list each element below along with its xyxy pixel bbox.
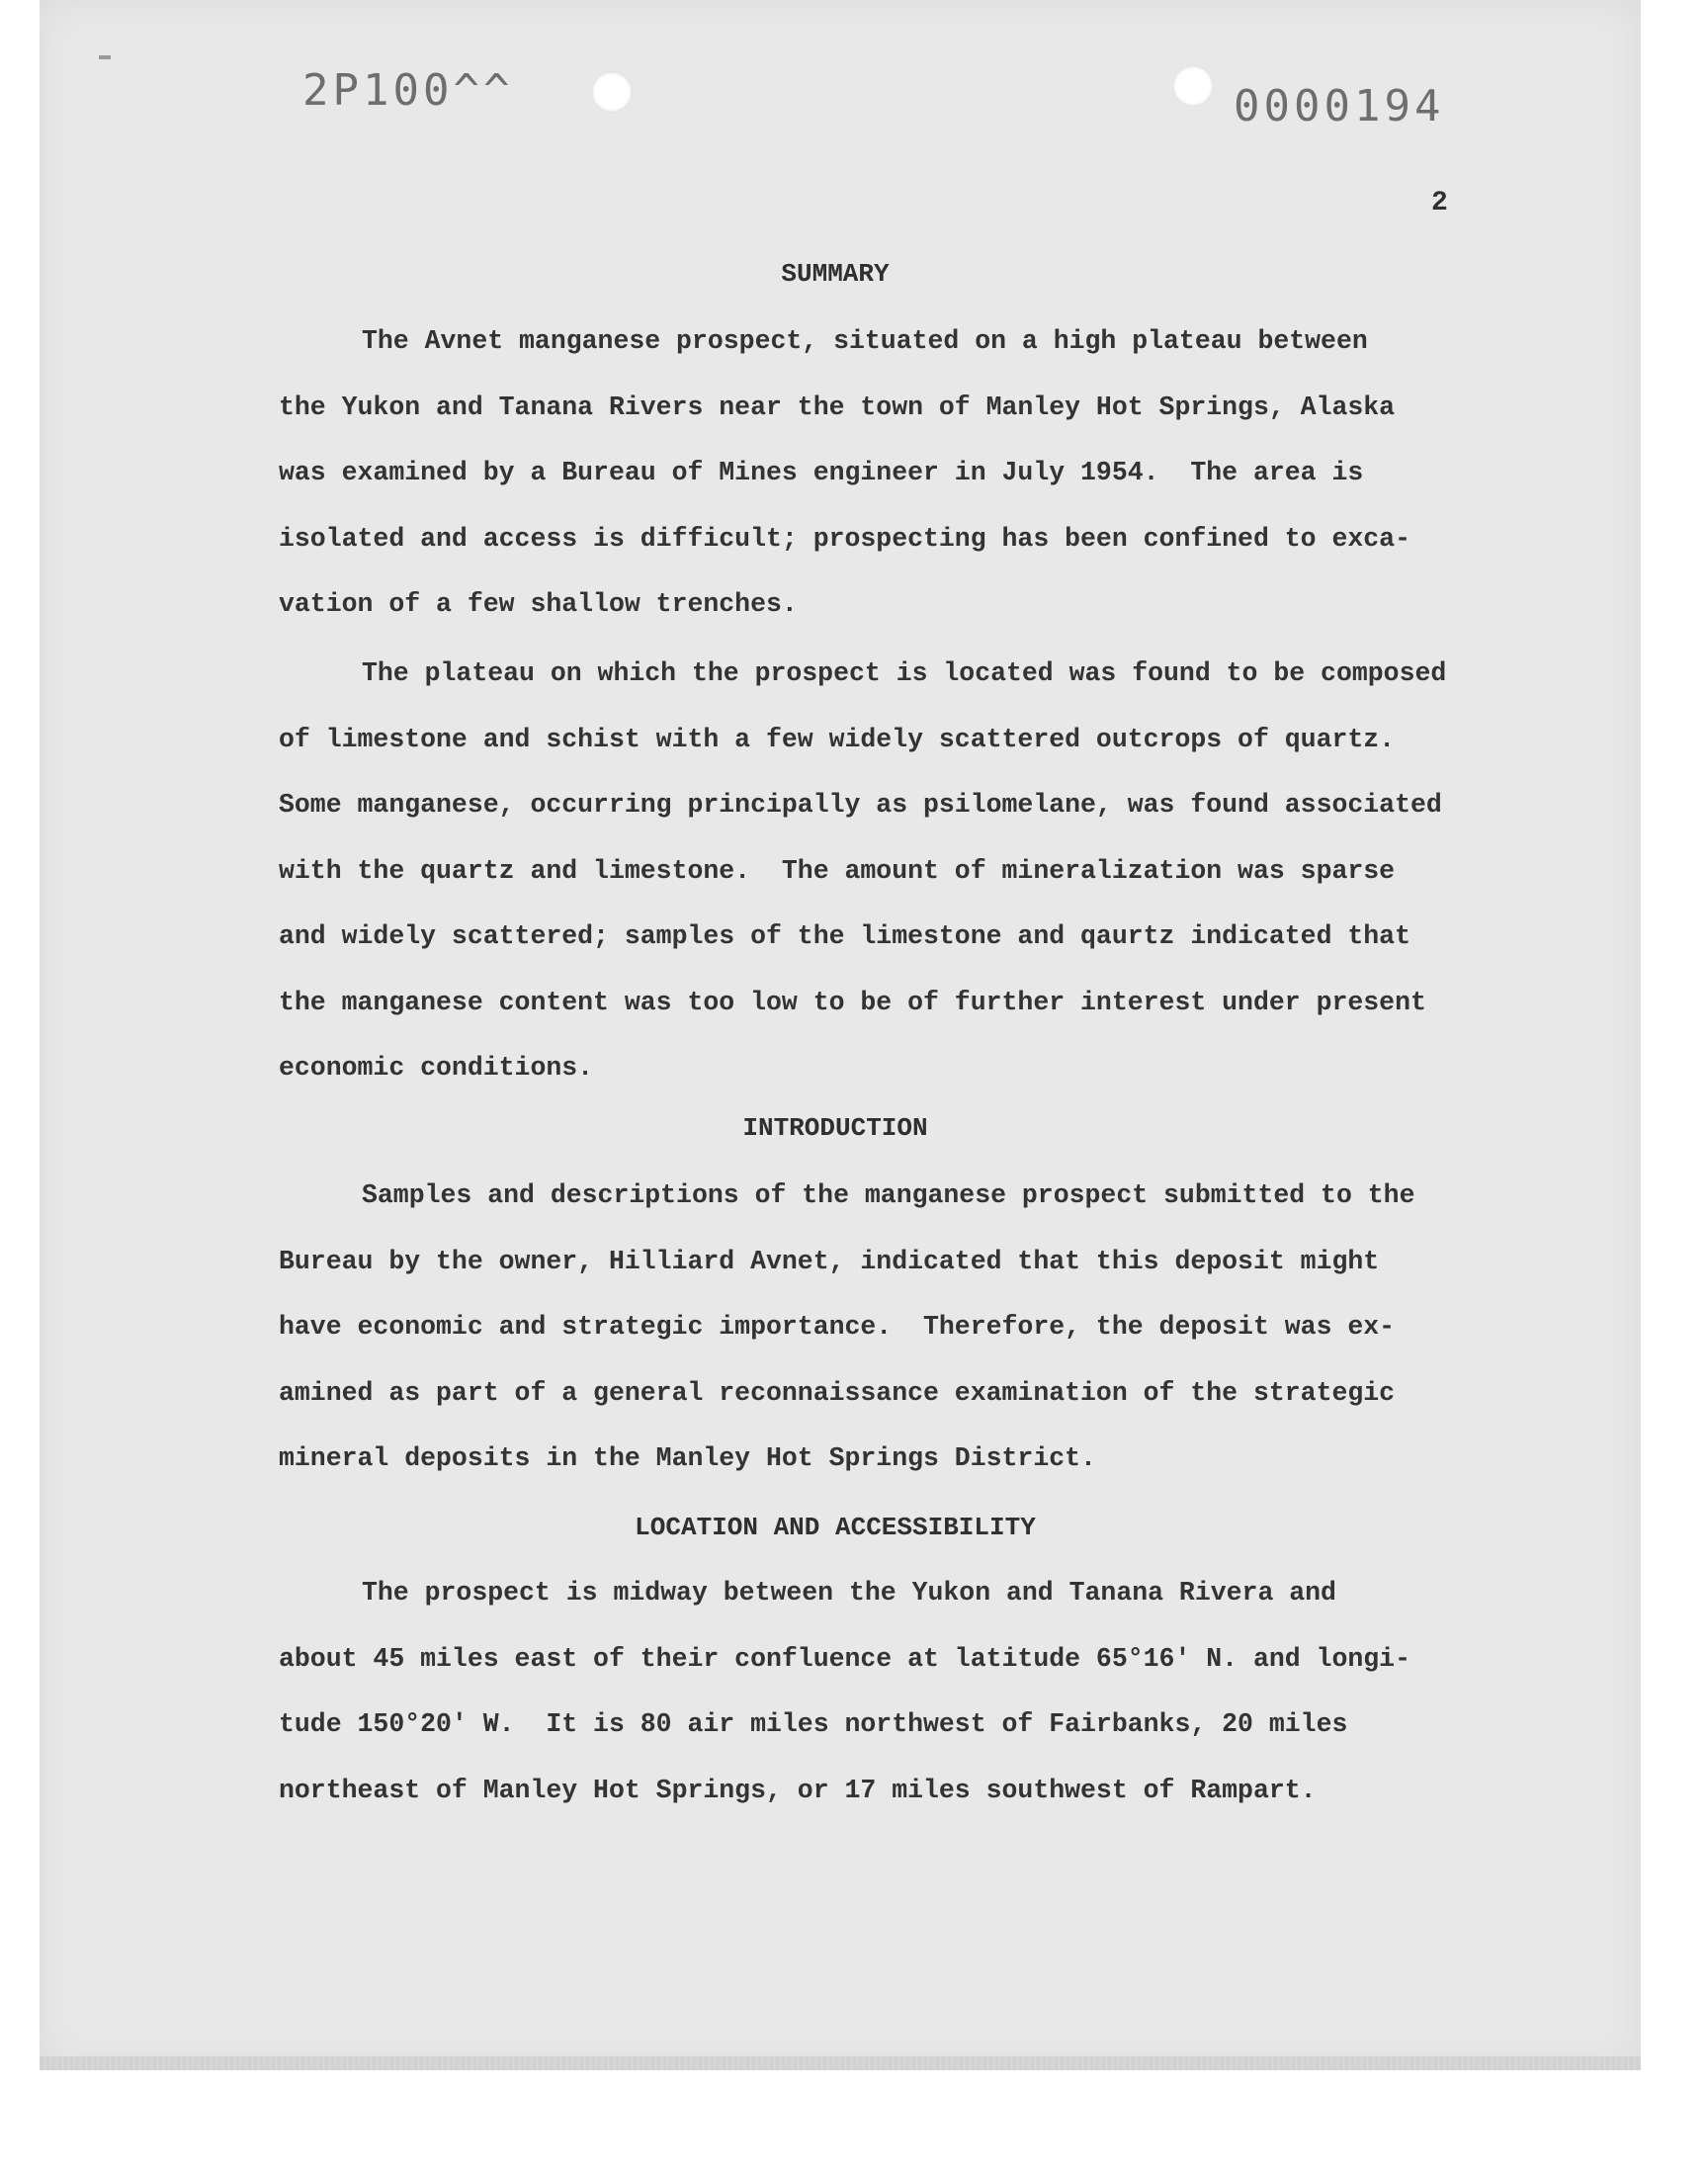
text-line: vation of a few shallow trenches. — [279, 589, 798, 619]
location-paragraph-1 — [279, 1560, 1524, 1823]
section-heading-summary: SUMMARY — [781, 259, 890, 289]
text-line: and widely scattered; samples of the limestone and qaurtz indicated that — [279, 921, 1410, 951]
text-line: with the quartz and limestone. The amount of mineralization was sparse — [279, 855, 1396, 886]
text-line: tude 150°20' W. It is 80 air miles northwest of Fairbanks, 20 miles — [279, 1709, 1348, 1739]
text-line: Samples and descriptions of the manganese prospect submitted to the — [362, 1180, 1415, 1210]
text-line: mineral deposits in the Manley Hot Springs District. — [279, 1443, 1096, 1473]
section-heading-location: LOCATION AND ACCESSIBILITY — [635, 1513, 1036, 1542]
text-line: amined as part of a general reconnaissance examination of the strategic — [279, 1377, 1396, 1408]
text-line: isolated and access is difficult; prospecting has been confined to exca- — [279, 523, 1410, 554]
summary-paragraph-1 — [279, 308, 1524, 638]
page-edge — [40, 2056, 1641, 2070]
text-line: Bureau by the owner, Hilliard Avnet, indicated that this deposit might — [279, 1246, 1380, 1276]
text-line: The Avnet manganese prospect, situated on a high plateau between — [362, 326, 1368, 356]
corner-mark — [99, 55, 111, 59]
text-line: The plateau on which the prospect is located was found to be composed — [362, 658, 1447, 688]
document-stamp-right: 0000194 — [1234, 81, 1445, 131]
introduction-paragraph-1 — [279, 1163, 1524, 1492]
text-line: have economic and strategic importance. Therefore, the deposit was ex- — [279, 1312, 1396, 1342]
text-line: of limestone and schist with a few widely scattered outcrops of quartz. — [279, 724, 1396, 754]
text-line: northeast of Manley Hot Springs, or 17 miles southwest of Rampart. — [279, 1775, 1317, 1805]
text-line: about 45 miles east of their confluence at latitude 65°16' N. and longi- — [279, 1643, 1410, 1674]
section-heading-introduction: INTRODUCTION — [742, 1113, 928, 1143]
text-line: Some manganese, occurring principally as psilomelane, was found associated — [279, 790, 1442, 820]
text-line: economic conditions. — [279, 1053, 594, 1083]
summary-paragraph-2 — [279, 641, 1524, 1101]
text-line: the manganese content was too low to be of further interest under present — [279, 987, 1426, 1017]
document-stamp-left: 2P100^^ — [302, 65, 514, 116]
punch-hole-right — [1172, 65, 1214, 107]
text-line: The prospect is midway between the Yukon and Tanana Rivera and — [362, 1578, 1336, 1608]
text-line: was examined by a Bureau of Mines engineer in July 1954. The area is — [279, 458, 1364, 487]
punch-hole-left — [591, 71, 633, 113]
page-number: 2 — [1431, 188, 1448, 218]
text-line: the Yukon and Tanana Rivers near the town of Manley Hot Springs, Alaska — [279, 392, 1396, 422]
